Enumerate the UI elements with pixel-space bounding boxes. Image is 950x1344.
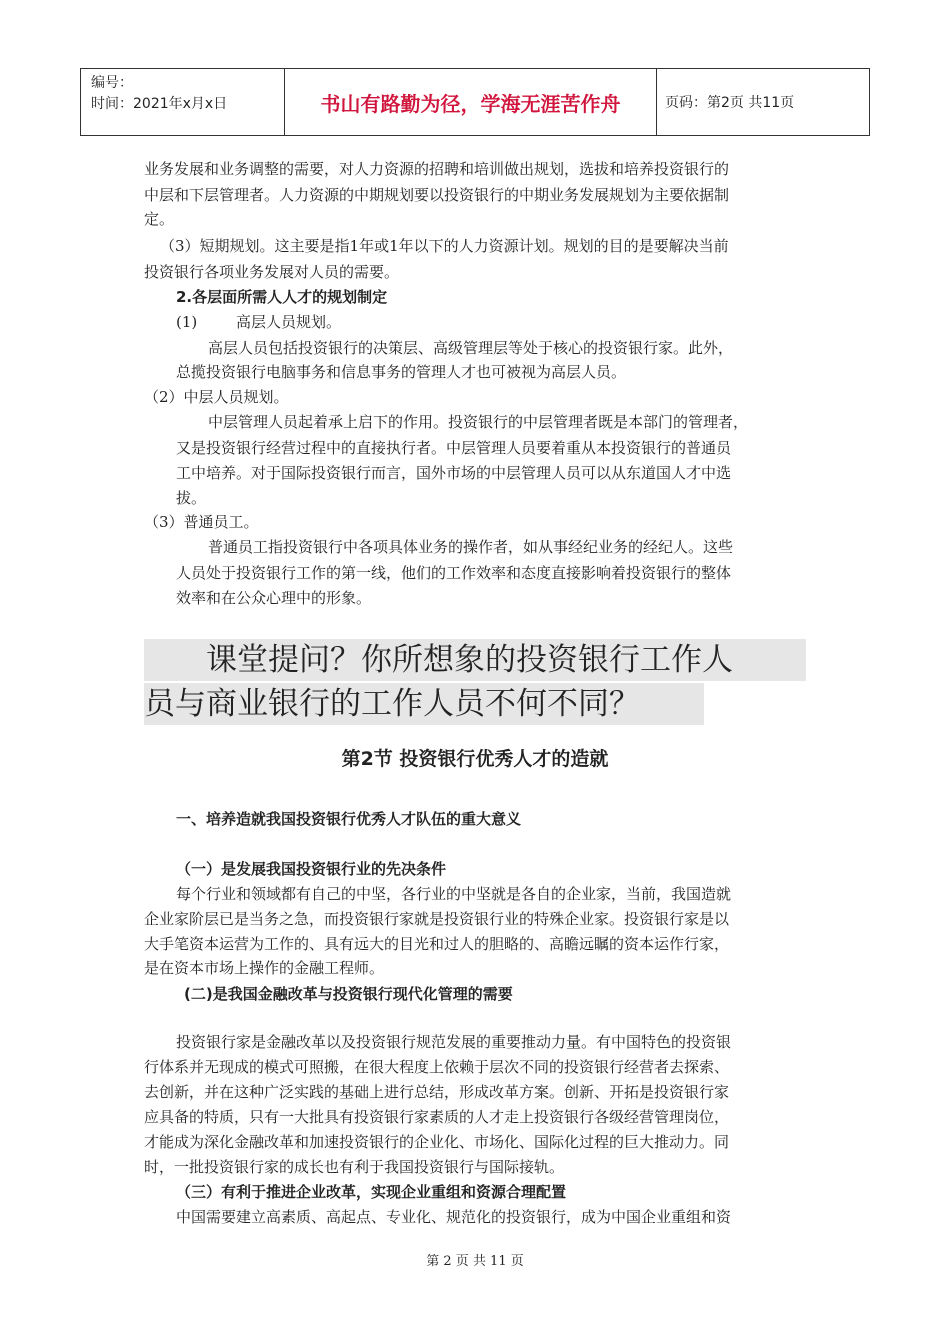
body-line: 总揽投资银行电脑事务和信息事务的管理人才也可被视为高层人员。 [176,363,627,381]
body-line: （3）短期规划。这主要是指1年或1年以下的人力资源计划。规划的目的是要解决当前 [160,237,729,255]
body-line: 中层和下层管理者。人力资源的中期规划要以投资银行的中期业务发展规划为主要依据制 [144,186,730,204]
body-line: 投资银行家是金融改革以及投资银行规范发展的重要推动力量。有中国特色的投资银 [176,1033,732,1051]
body-line: 应具备的特质，只有一大批具有投资银行家素质的人才走上投资银行各级经营管理岗位， [144,1108,730,1126]
question-line-1: 课堂提问？你所想象的投资银行工作人 [144,639,806,681]
body-line: 高层人员包括投资银行的决策层、高级管理层等处于核心的投资银行家。此外， [208,339,734,357]
body-line: 时，一批投资银行家的成长也有利于我国投资银行与国际接轨。 [144,1158,565,1176]
section-title: 第2节 投资银行优秀人才的造就 [341,748,609,770]
body-line: 中国需要建立高素质、高起点、专业化、规范化的投资银行，成为中国企业重组和资 [176,1208,732,1226]
body-line: 拔。 [176,489,207,507]
body-line: 投资银行各项业务发展对人员的需要。 [144,263,400,281]
item-heading: （2）中层人员规划。 [144,388,289,406]
page-footer: 第 2 页 共 11 页 [426,1254,524,1269]
body-line: 企业家阶层已是当务之急，而投资银行家就是投资银行业的特殊企业家。投资银行家是以 [144,910,730,928]
question-line-2: 员与商业银行的工作人员不何不同？ [144,683,704,725]
body-line: 人员处于投资银行工作的第一线，他们的工作效率和态度直接影响着投资银行的整体 [176,564,732,582]
subheading: （一）是发展我国投资银行业的先决条件 [176,860,447,878]
item-number: (1) [176,313,198,331]
body-line: 每个行业和领域都有自己的中坚，各行业的中坚就是各自的企业家，当前，我国造就 [176,885,732,903]
body-line: 中层管理人员起着承上启下的作用。投资银行的中层管理者既是本部门的管理者， [208,413,749,431]
item-heading: 高层人员规划。 [236,313,342,331]
body-line: 定。 [144,210,175,228]
subheading: （三）有利于推进企业改革，实现企业重组和资源合理配置 [176,1183,567,1201]
item-heading: （3）普通员工。 [144,513,259,531]
heading: 一、培养造就我国投资银行优秀人才队伍的重大意义 [176,810,522,828]
number-label: 编号： [91,75,133,91]
body-line: 普通员工指投资银行中各项具体业务的操作者，如从事经纪业务的经纪人。这些 [208,538,734,556]
header-meta [81,69,285,135]
body-line: 是在资本市场上操作的金融工程师。 [144,959,385,977]
subheading: (二)是我国金融改革与投资银行现代化管理的需要 [184,985,513,1003]
time-label: 时间：2021年x月x日 [91,96,228,112]
header-motto: 书山有路勤为径，学海无涯苦作舟 [285,69,657,135]
body-line: 又是投资银行经营过程中的直接执行者。中层管理人员要着重从本投资银行的普通员 [176,439,732,457]
body-line: 工中培养。对于国际投资银行而言，国外市场的中层管理人员可以从东道国人才中选 [176,464,732,482]
body-line: 效率和在公众心理中的形象。 [176,589,372,607]
body-line: 业务发展和业务调整的需要，对人力资源的招聘和培训做出规划，选拔和培养投资银行的 [144,160,730,178]
header-table [80,68,870,136]
header-page-label: 页码：第2页 共11页 [665,95,795,111]
subheading: 2.各层面所需人人才的规划制定 [176,288,388,306]
body-line: 才能成为深化金融改革和加速投资银行的企业化、市场化、国际化过程的巨大推动力。同 [144,1133,730,1151]
body-line: 行体系并无现成的模式可照搬，在很大程度上依赖于层次不同的投资银行经营者去探索、 [144,1058,730,1076]
body-line: 大手笔资本运营为工作的、具有远大的目光和过人的胆略的、高瞻远瞩的资本运作行家， [144,935,730,953]
body-line: 去创新，并在这种广泛实践的基础上进行总结，形成改革方案。创新、开拓是投资银行家 [144,1083,730,1101]
